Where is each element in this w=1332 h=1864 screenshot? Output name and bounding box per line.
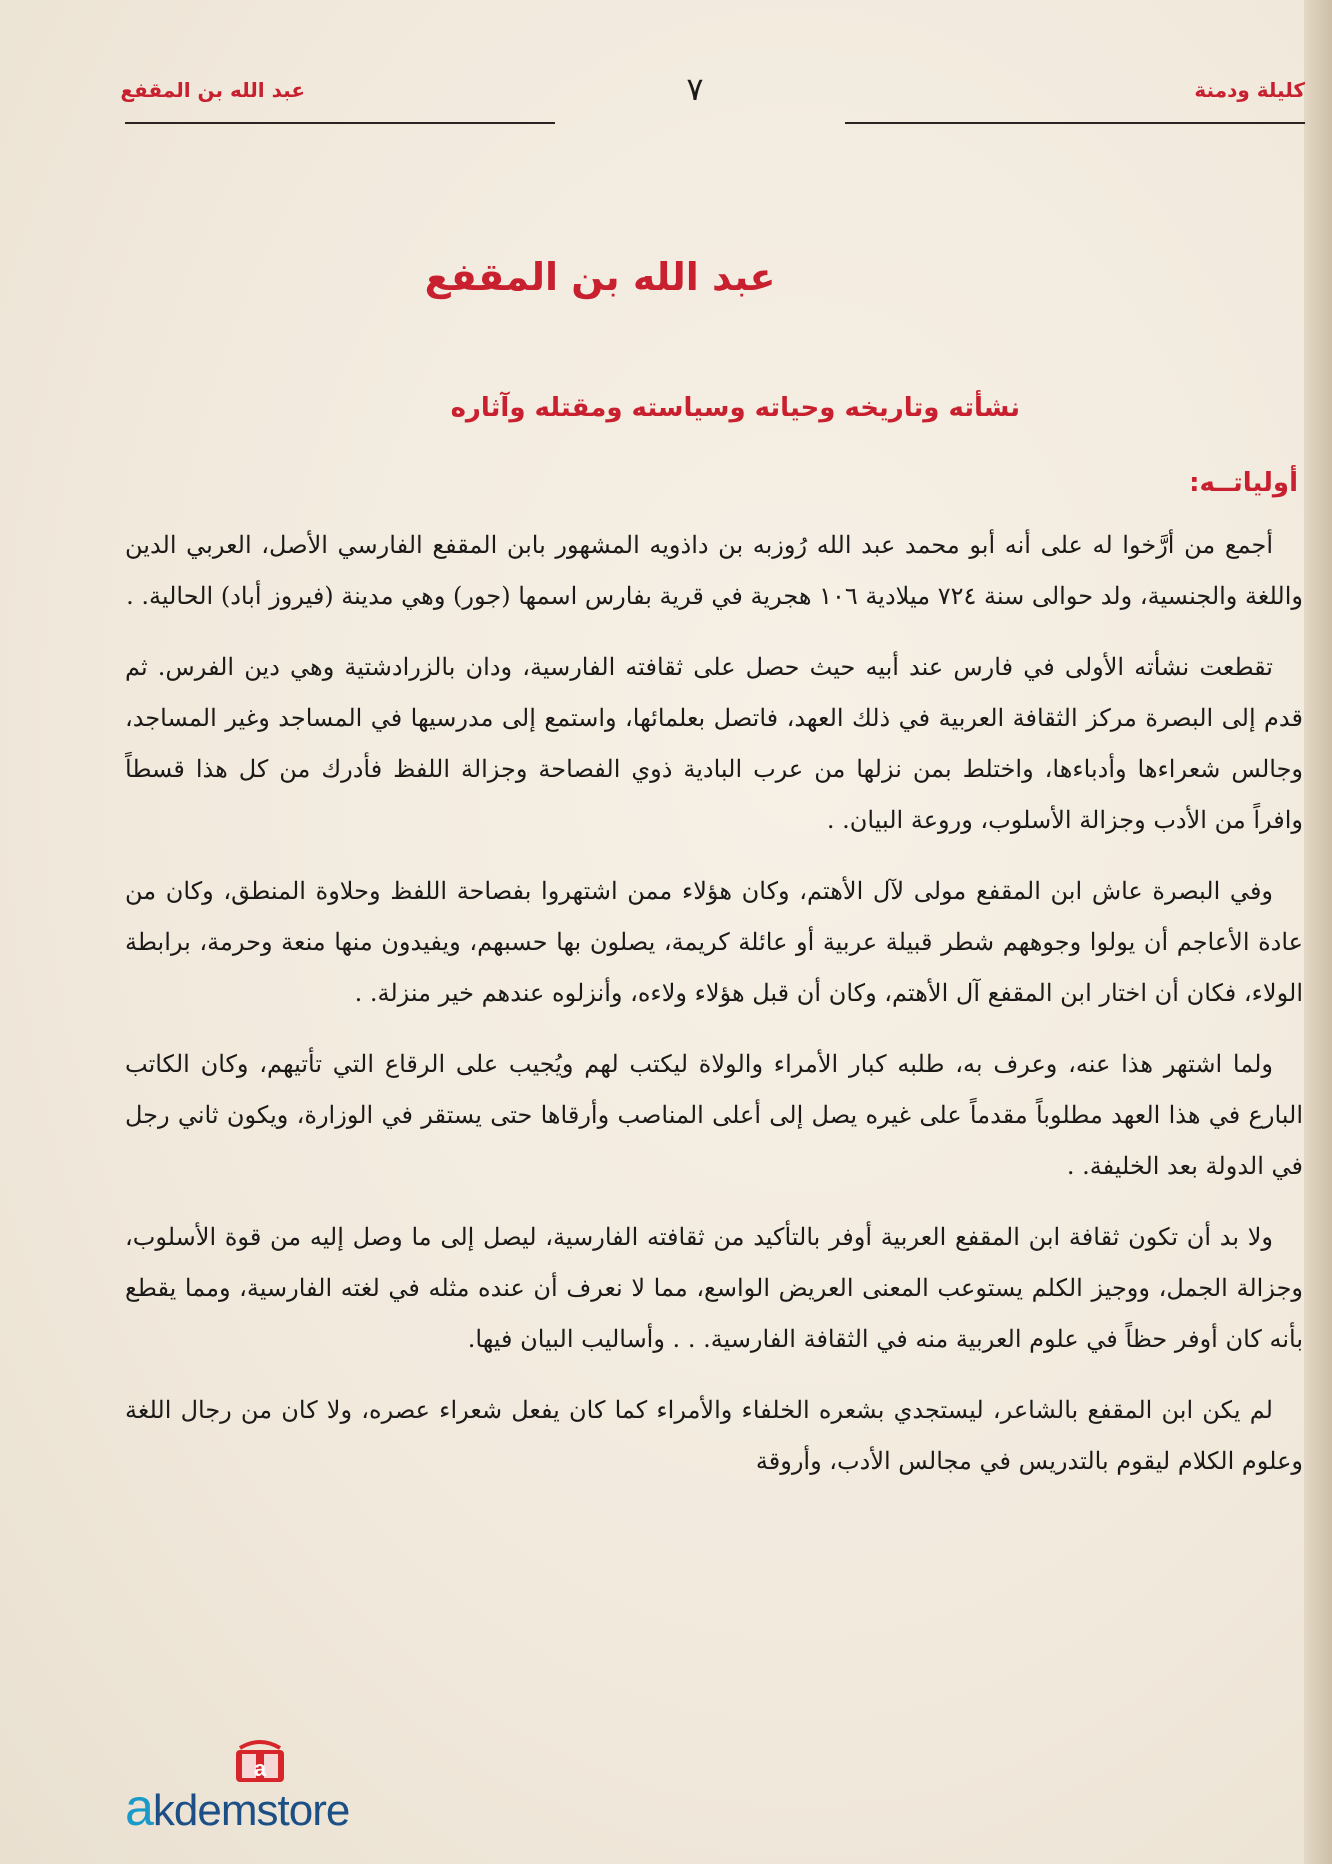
paragraph: ولما اشتهر هذا عنه، وعرف به، طلبه كبار الأمراء والولاة ليكتب لهم ويُجيب على الرقاع التي تأتيهم، وكان الكاتب البارع في هذا العهد مطلوباً مقدماً على غيره يصل إلى أعلى المناصب وأرقاها حتى يستقر في الوزارة، ويكون ثاني رجل في الدولة بعد الخليفة. . [125,1050,1303,1180]
paragraph: ولا بد أن تكون ثقافة ابن المقفع العربية أوفر بالتأكيد من ثقافته الفارسية، ليصل إلى ما وصل إليه من قوة الأسلوب، وجزالة الجمل، ووجيز الكلم يستوعب المعنى العريض الواسع، مما لا نعرف أن عنده مثله في لغته الفارسية، ومما يقطع بأنه كان أوفر حظاً في علوم العربية منه في الثقافة الفارسية. . . وأساليب البيان فيها. [125,1223,1303,1353]
header-rule-left [125,122,555,124]
chapter-subtitle: نشأته وتاريخه وحياته وسياسته ومقتله وآثاره [450,393,1020,423]
page-header [120,70,1305,126]
wordmark-a: a [125,1779,153,1837]
section-heading: أولياتــه: [1189,468,1298,498]
page-edge-shadow [1304,0,1332,1864]
akdemstore-wordmark [125,1778,349,1838]
page-number: ٧ [686,70,704,108]
paragraph: لم يكن ابن المقفع بالشاعر، ليستجدي بشعره الخلفاء والأمراء كما كان يفعل شعراء عصره، ولا كان من رجال اللغة وعلوم الكلام ليقوم بالتدريس في مجالس الأدب، وأروقة [125,1396,1303,1475]
body-text [125,520,1303,1507]
svg-text:a: a [253,1756,267,1781]
header-rule-right [845,122,1305,124]
paragraph: تقطعت نشأته الأولى في فارس عند أبيه حيث حصل على ثقافته الفارسية، ودان بالزرادشتية وهي دين الفرس. ثم قدم إلى البصرة مركز الثقافة العربية في ذلك العهد، فاتصل بعلمائها، واستمع إلى مدرسيها في المساجد وغير المساجد، وجالس شعراءها وأدباءها، واختلط بمن نزلها من عرب البادية ذوي الفصاحة وجزالة اللفظ فأدرك من كل هذا قسطاً وافراً من الأدب وجزالة الأسلوب، وروعة البيان. . [125,653,1303,834]
paragraph: أجمع من أرَّخوا له على أنه أبو محمد عبد الله رُوزبه بن داذويه المشهور بابن المقفع الفارسي الأصل، العربي الدين واللغة والجنسية، ولد حوالى سنة ٧٢٤ ميلادية ١٠٦ هجرية في قرية بفارس اسمها (جور) وهي مدينة (فيروز أباد) الحالية. . [125,531,1303,610]
running-title-book: كليلة ودمنة [1194,78,1305,102]
running-title-author: عبد الله بن المقفع [120,78,305,102]
akdemstore-watermark [125,1738,395,1837]
paragraph: وفي البصرة عاش ابن المقفع مولى لآل الأهتم، وكان هؤلاء ممن اشتهروا بفصاحة اللفظ وحلاوة المنطق، وكان من عادة الأعاجم أن يولوا وجوههم شطر قبيلة عربية أو عائلة كريمة، يصلون بها حسبهم، ويفيدون منها منعة وحرمة، برابطة الولاء، فكان أن اختار ابن المقفع آل الأهتم، وكان أن قبل هؤلاء ولاءه، وأنزلوه عندهم خير منزلة. . [125,877,1303,1007]
wordmark-rest: kdemstore [152,1786,350,1835]
chapter-title: عبد الله بن المقفع [424,255,776,299]
